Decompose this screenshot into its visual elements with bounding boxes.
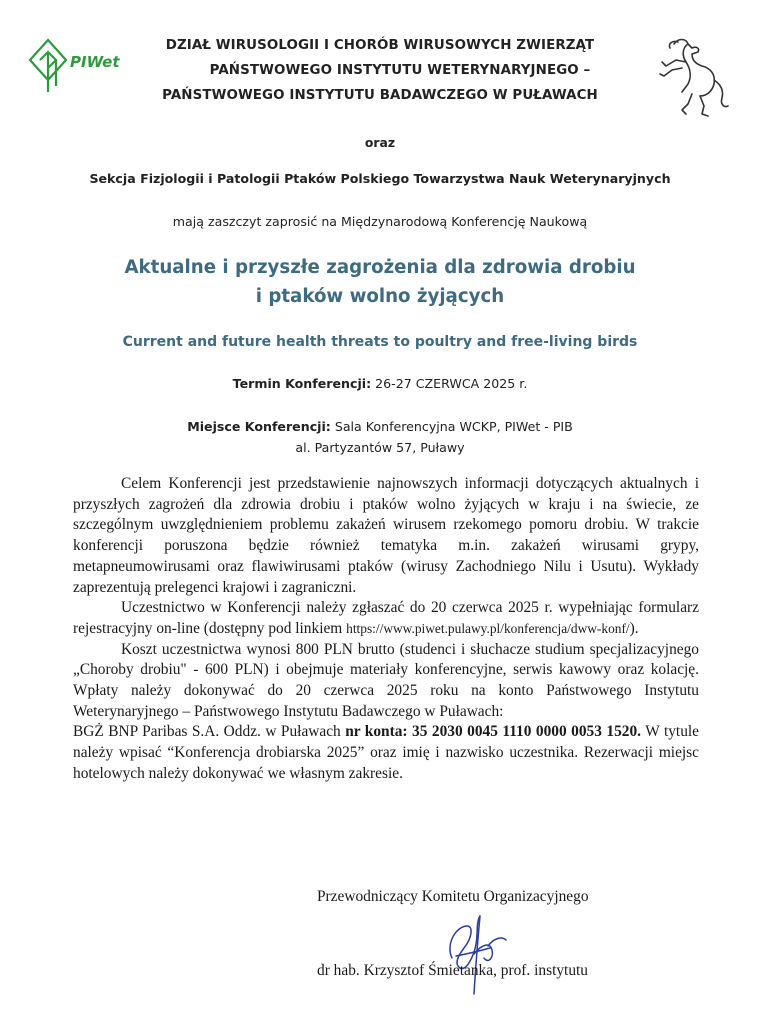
paragraph-fee: Koszt uczestnictwa wynosi 800 PLN brutto (studenci i słuchacze studium specjalizacyjnego „Choroby drobiu" - 600 PLN) i obejmuje materiały konferencyjne, serwis kawowy oraz kolację. Wpłaty należy dokonywać do 20 czerwca 2025 roku na konto Państwowego Instytutu Weterynaryjnego – Państwowego Instytutu Badawczego w Puławach: [73, 640, 699, 720]
conference-place [40, 419, 720, 434]
title-en: Current and future health threats to poultry and free-living birds [122, 334, 638, 350]
payment-title-text: W tytule należy wpisać “Konferencja drobiarska 2025” oraz imię i nazwisko uczestnika. Rezerwacji miejsc hotelowych należy dokonywać we własnym zakresie. [73, 723, 699, 782]
organizer-section: Sekcja Fizjologii i Patologii Ptaków Polskiego Towarzystwa Nauk Weterynaryjnych [89, 171, 671, 186]
institute-line-1: DZIAŁ WIRUSOLOGII I CHORÓB WIRUSOWYCH ZWIERZĄT [165, 38, 595, 53]
date-label: Termin Konferencji: [232, 376, 372, 391]
registration-text: Uczestnictwo w Konferencji należy zgłaszać do 20 czerwca 2025 r. wypełniając formularz rejestracyjny on-line (dostępny pod linkiem [73, 599, 699, 637]
paragraph-registration [73, 598, 699, 639]
signatory-role: Przewodniczący Komitetu Organizacyjnego [317, 888, 589, 905]
logo-text: PIWet [70, 53, 120, 71]
place-label: Miejsce Konferencji: [187, 419, 331, 434]
paragraph-purpose: Celem Konferencji jest przedstawienie najnowszych informacji dotyczących aktualnych i przyszłych zagrożeń dla zdrowia drobiu i ptaków wolno żyjących w kraju i na świecie, ze szczególnym uwzględnieniem problemu zakażeń wirusem rzekomego pomoru drobiu. W trakcie konferencji poruszona będzie również tematyka m.in. zakażeń wirusami grypy, metapneumowirusami oraz flawiwirusami ptaków (wirusy Zachodniego Nilu i Usutu). Wykłady zaprezentują prelegenci krajowi i zagraniczni. [73, 475, 699, 596]
registration-end: ). [629, 619, 639, 637]
registration-link[interactable]: https://www.piwet.pulawy.pl/konferencja/dww-konf/ [346, 620, 630, 636]
institute-line-2: PAŃSTWOWEGO INSTYTUTU WETERYNARYJNEGO – [209, 63, 591, 78]
body-text [73, 474, 699, 785]
title-pl-line-1: Aktualne i przyszłe zagrożenia dla zdrowia drobiu [124, 257, 636, 278]
institute-line-3: PAŃSTWOWEGO INSTYTUTU BADAWCZEGO W PUŁAWACH [162, 88, 598, 103]
piwet-logo [26, 36, 134, 98]
place-value: Sala Konferencyjna WCKP, PIWet - PIB [330, 419, 573, 434]
bank-text: BGŻ BNP Paribas S.A. Oddz. w Puławach [73, 723, 346, 741]
title-pl-line-2: i ptaków wolno żyjących [255, 286, 505, 307]
handwritten-signature [432, 898, 512, 1006]
conference-date [40, 376, 720, 391]
account-number: nr konta: 35 2030 0045 1110 0000 0053 1520. [345, 723, 642, 741]
paragraph-payment [73, 722, 699, 784]
signatory-name: dr hab. Krzysztof Śmietanka, prof. instytutu [317, 962, 588, 979]
rearing-horse-icon [652, 34, 732, 118]
date-value: 26-27 CZERWCA 2025 r. [371, 376, 528, 391]
invitation-text: mają zaszczyt zaprosić na Międzynarodową Konferencję Naukową [172, 214, 588, 229]
conference-address: al. Partyzantów 57, Puławy [295, 440, 465, 455]
oraz-text: oraz [364, 135, 396, 150]
